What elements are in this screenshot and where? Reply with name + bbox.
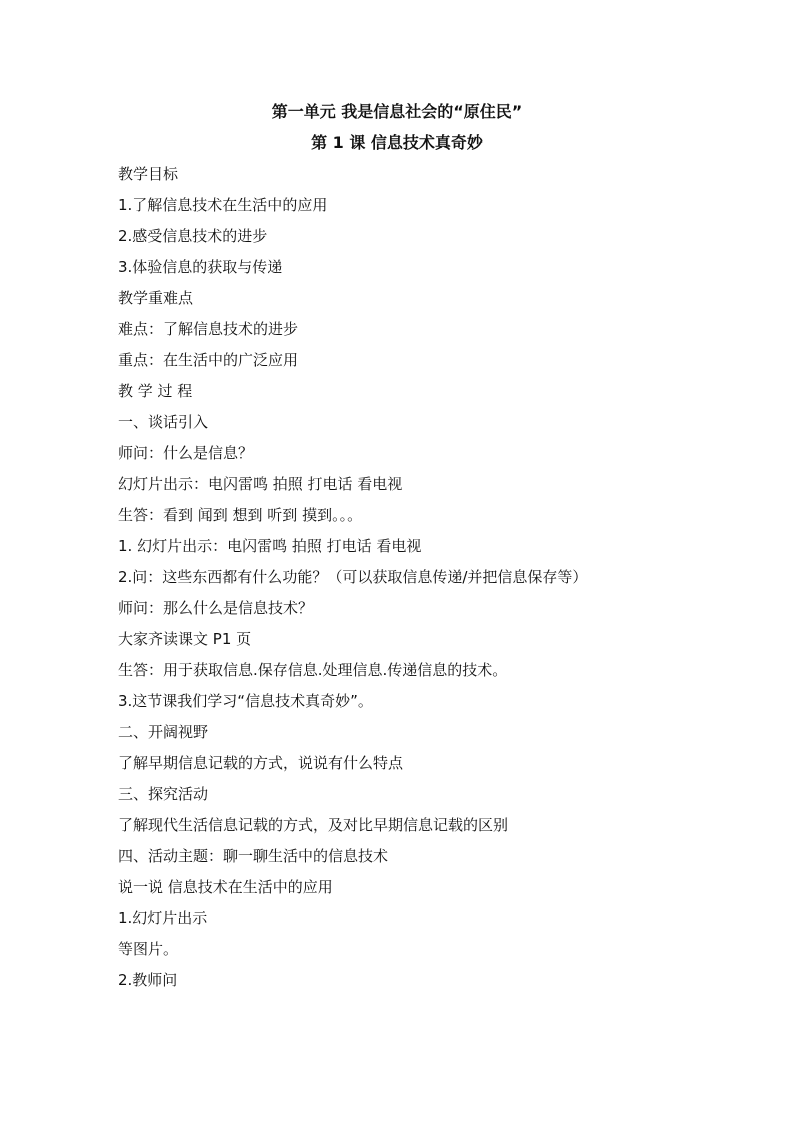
body-line: 生答：看到 闻到 想到 听到 摸到。。。 — [118, 506, 363, 524]
body-line: 3.这节课我们学习“信息技术真奇妙”。 — [118, 692, 373, 710]
step-heading: 三、探究活动 — [118, 785, 209, 803]
difficulty-text: 难点：了解信息技术的进步 — [118, 320, 299, 338]
section-heading-process: 教 学 过 程 — [118, 382, 193, 400]
body-line: 大家齐读课文 P1 页 — [118, 630, 252, 648]
objective-item: 1.了解信息技术在生活中的应用 — [118, 196, 328, 214]
body-line: 师问：什么是信息？ — [118, 444, 254, 462]
objective-item: 2.感受信息技术的进步 — [118, 227, 268, 245]
step-heading: 一、谈话引入 — [118, 413, 209, 431]
body-line: 2.教师问 — [118, 971, 178, 989]
body-line: 1.幻灯片出示 — [118, 909, 208, 927]
section-heading-objectives: 教学目标 — [118, 165, 179, 183]
body-line: 了解现代生活信息记载的方式，及对比早期信息记载的区别 — [118, 816, 509, 834]
section-heading-key-points: 教学重难点 — [118, 289, 194, 307]
unit-title: 第一单元 我是信息社会的“原住民” — [271, 102, 523, 121]
lesson-title: 第 1 课 信息技术真奇妙 — [311, 133, 483, 152]
step-heading: 四、活动主题：聊一聊生活中的信息技术 — [118, 847, 389, 865]
body-line: 幻灯片出示：电闪雷鸣 拍照 打电话 看电视 — [118, 475, 403, 493]
body-line: 2.问：这些东西都有什么功能？（可以获取信息传递/并把信息保存等） — [118, 568, 588, 586]
lesson-body — [118, 164, 718, 1001]
body-line: 师问：那么什么是信息技术？ — [118, 599, 314, 617]
body-line: 说一说 信息技术在生活中的应用 — [118, 878, 333, 896]
body-line: 1. 幻灯片出示：电闪雷鸣 拍照 打电话 看电视 — [118, 537, 422, 555]
step-heading: 二、开阔视野 — [118, 723, 209, 741]
body-line: 等图片。 — [118, 940, 179, 958]
objective-item: 3.体验信息的获取与传递 — [118, 258, 283, 276]
key-point-text: 重点：在生活中的广泛应用 — [118, 351, 299, 369]
body-line: 了解早期信息记载的方式，说说有什么特点 — [118, 754, 404, 772]
body-line: 生答：用于获取信息.保存信息.处理信息.传递信息的技术。 — [118, 661, 508, 679]
